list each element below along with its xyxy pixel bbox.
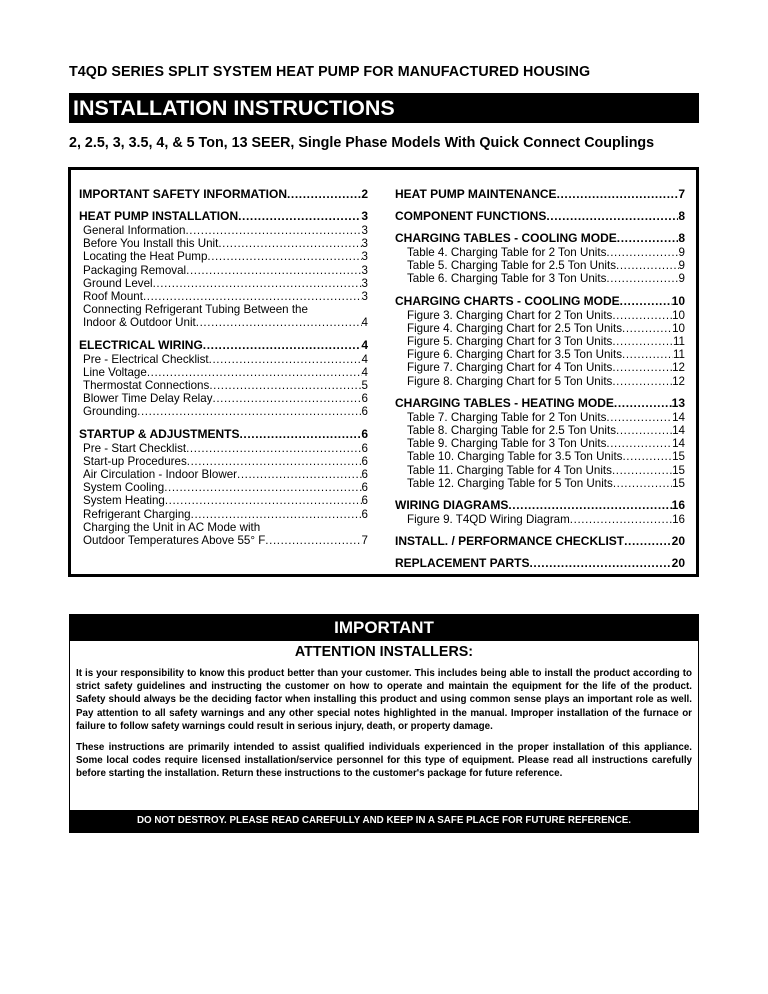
toc-entry[interactable] <box>395 309 685 322</box>
toc-entry-page: 6 <box>361 454 368 468</box>
dot-leader <box>238 209 361 223</box>
toc-entry[interactable] <box>395 437 685 450</box>
dot-leader <box>209 353 362 366</box>
toc-entry-label: Start-up Procedures <box>83 454 187 468</box>
important-heading: IMPORTANT <box>70 615 698 641</box>
toc-entry[interactable] <box>79 481 368 494</box>
dot-leader <box>570 513 672 526</box>
toc-entry-label: Table 11. Charging Table for 4 Ton Units <box>407 463 612 477</box>
dot-leader <box>239 427 361 441</box>
instructions-paragraph: These instructions are primarily intended to assist qualified individuals experienced in the proper installation of this appliance. Some local codes require licensed installation/service personnel for this type of equipment. Please read all instructions carefully before starting the installation. Return these instructions to the customer's package for future reference. <box>76 742 692 780</box>
toc-entry-page: 3 <box>361 224 368 237</box>
toc-entry-page: 12 <box>672 374 685 388</box>
dot-leader <box>546 209 678 223</box>
dot-leader <box>622 348 673 361</box>
toc-entry-page: 11 <box>672 335 685 349</box>
toc-entry-page: 4 <box>361 316 368 330</box>
dot-leader <box>508 498 671 512</box>
toc-entry-page: 15 <box>672 450 685 464</box>
toc-entry-page: 11 <box>672 348 685 362</box>
attention-installers-heading: ATTENTION INSTALLERS: <box>294 644 474 660</box>
dot-leader <box>606 272 678 285</box>
toc-entry-label: Table 6. Charging Table for 3 Ton Units <box>407 272 607 286</box>
dot-leader <box>606 437 672 450</box>
dot-leader <box>265 534 361 547</box>
dot-leader <box>213 392 362 405</box>
toc-entry[interactable] <box>79 494 368 507</box>
toc-entry[interactable] <box>79 290 368 303</box>
toc-entry-page: 15 <box>672 476 685 490</box>
table-of-contents <box>68 167 699 577</box>
dot-leader <box>185 224 361 237</box>
toc-entry-label: Roof Mount <box>83 290 143 304</box>
toc-entry-label: Table 8. Charging Table for 2.5 Ton Units <box>407 424 617 438</box>
toc-entry-page: 6 <box>361 507 368 521</box>
toc-entry-page: 14 <box>672 437 685 451</box>
toc-section-heading-page: 3 <box>361 209 368 223</box>
models-subtitle: 2, 2.5, 3, 3.5, 4, & 5 Ton, 13 SEER, Single Phase Models With Quick Connect Couplings <box>69 135 655 151</box>
toc-section-heading-page: 7 <box>678 187 685 201</box>
toc-entry[interactable] <box>79 468 368 481</box>
toc-entry[interactable] <box>395 246 685 259</box>
toc-section-heading[interactable] <box>395 498 685 512</box>
toc-entry[interactable] <box>395 464 685 477</box>
toc-entry-page: 12 <box>672 361 685 375</box>
toc-section-heading-label: CHARGING TABLES - COOLING MODE <box>395 231 617 245</box>
toc-entry-label: General Information <box>83 224 186 237</box>
toc-section-heading[interactable] <box>395 294 685 308</box>
toc-entry-page: 16 <box>672 513 685 527</box>
toc-section <box>395 534 685 548</box>
toc-section <box>395 396 685 490</box>
toc-section <box>395 187 685 201</box>
toc-entry-label: Table 4. Charging Table for 2 Ton Units <box>407 246 607 259</box>
toc-entry[interactable] <box>79 392 368 405</box>
toc-section <box>395 556 685 570</box>
toc-entry-page: 3 <box>361 237 368 251</box>
toc-entry-label: Thermostat Connections <box>83 379 210 393</box>
toc-entry-label: Table 10. Charging Table for 3.5 Ton Units <box>407 450 623 464</box>
important-notice <box>69 614 699 833</box>
toc-entry-page: 10 <box>672 308 685 322</box>
dot-leader <box>165 494 362 507</box>
toc-entry[interactable] <box>79 353 368 366</box>
toc-section-heading-page: 16 <box>671 498 685 513</box>
dot-leader <box>237 468 362 481</box>
dot-leader <box>287 187 361 201</box>
toc-section-heading-page: 20 <box>671 534 685 549</box>
series-title: T4QD SERIES SPLIT SYSTEM HEAT PUMP FOR MANUFACTURED HOUSING <box>69 64 591 80</box>
toc-entry-label: Figure 8. Charging Chart for 5 Ton Units <box>407 374 613 388</box>
dot-leader <box>137 405 361 418</box>
toc-entry[interactable] <box>395 513 685 526</box>
document-title-banner: INSTALLATION INSTRUCTIONS <box>69 93 699 123</box>
dot-leader <box>624 534 672 548</box>
toc-entry-label: Table 9. Charging Table for 3 Ton Units <box>407 437 607 451</box>
toc-entry[interactable] <box>79 405 368 418</box>
toc-section-heading[interactable] <box>79 187 368 201</box>
dot-leader <box>529 556 671 570</box>
toc-section-heading-page: 8 <box>678 209 685 223</box>
dot-leader <box>557 187 679 201</box>
toc-entry[interactable] <box>79 442 368 455</box>
dot-leader <box>153 277 362 290</box>
toc-entry-label: Pre - Electrical Checklist <box>83 352 209 366</box>
dot-leader <box>606 411 672 424</box>
dot-leader <box>612 361 672 374</box>
toc-entry-page: 9 <box>678 272 685 286</box>
toc-entry-page: 5 <box>361 379 368 393</box>
toc-section-heading[interactable] <box>395 231 685 245</box>
toc-entry[interactable] <box>395 259 685 272</box>
toc-section-heading-label: HEAT PUMP MAINTENANCE <box>395 187 557 201</box>
toc-entry-page: 7 <box>361 534 368 548</box>
toc-section-heading[interactable] <box>79 209 368 223</box>
toc-section-heading-label: IMPORTANT SAFETY INFORMATION <box>79 187 287 201</box>
toc-section-heading[interactable] <box>395 396 685 410</box>
toc-entry-page: 6 <box>361 481 368 495</box>
toc-entry-page: 14 <box>672 424 685 438</box>
toc-entry-page: 3 <box>361 263 368 277</box>
toc-section-heading-page: 6 <box>361 426 368 441</box>
dot-leader <box>186 442 361 455</box>
toc-section-heading-label: COMPONENT FUNCTIONS <box>395 209 547 223</box>
dot-leader <box>614 396 672 410</box>
toc-entry-label: System Cooling <box>83 481 165 495</box>
toc-section-heading-label: ELECTRICAL WIRING <box>79 337 203 352</box>
toc-entry[interactable] <box>79 534 368 547</box>
toc-entry-label: Outdoor Temperatures Above 55° F <box>83 534 266 548</box>
toc-section <box>79 187 368 201</box>
toc-entry-label: Ground Level <box>83 276 153 290</box>
toc-section-heading-page: 8 <box>678 231 685 245</box>
dot-leader <box>191 508 362 521</box>
do-not-destroy-footer: DO NOT DESTROY. PLEASE READ CAREFULLY AND KEEP IN A SAFE PLACE FOR FUTURE REFERENCE. <box>70 810 698 832</box>
toc-entry-label: Table 7. Charging Table for 2 Ton Units <box>407 410 607 424</box>
toc-entry[interactable] <box>395 375 685 388</box>
toc-entry-page: 6 <box>361 441 368 455</box>
toc-entry-label: Blower Time Delay Relay <box>83 392 213 406</box>
dot-leader <box>622 322 672 335</box>
toc-entry-label: Table 12. Charging Table for 5 Ton Units <box>407 476 613 490</box>
toc-entry-label: Figure 4. Charging Chart for 2.5 Ton Units <box>407 321 623 335</box>
dot-leader <box>606 246 678 259</box>
toc-section-heading[interactable] <box>79 338 368 352</box>
toc-section-heading-label: STARTUP & ADJUSTMENTS <box>79 426 240 441</box>
dot-leader <box>187 455 362 468</box>
dot-leader <box>616 259 679 272</box>
toc-section <box>79 427 368 548</box>
dot-leader <box>164 481 361 494</box>
toc-entry[interactable] <box>79 277 368 290</box>
toc-entry[interactable] <box>395 424 685 437</box>
toc-entry-label: Packaging Removal <box>83 263 187 277</box>
toc-entry-label-line1: Charging the Unit in AC Mode with <box>83 520 261 534</box>
toc-entry-label: Locating the Heat Pump <box>83 250 208 264</box>
toc-entry[interactable] <box>79 379 368 392</box>
toc-entry-label: Figure 7. Charging Chart for 4 Ton Units <box>407 361 613 375</box>
toc-section-heading-label: CHARGING CHARTS - COOLING MODE <box>395 293 620 308</box>
dot-leader <box>613 477 672 490</box>
toc-entry-page: 4 <box>361 352 368 366</box>
dot-leader <box>147 366 362 379</box>
toc-section-heading[interactable] <box>395 534 685 548</box>
toc-section-heading-page: 4 <box>361 337 368 352</box>
toc-section-heading[interactable] <box>395 187 685 201</box>
toc-entry-page: 14 <box>672 410 685 424</box>
toc-entry[interactable] <box>395 411 685 424</box>
toc-entry-label: Air Circulation - Indoor Blower <box>83 468 237 482</box>
toc-section-heading-page: 13 <box>671 395 685 410</box>
toc-entry-page: 4 <box>361 365 368 379</box>
toc-entry-label: Figure 5. Charging Chart for 3 Ton Units <box>407 335 613 349</box>
toc-section-heading[interactable] <box>395 209 685 223</box>
dot-leader <box>196 316 362 329</box>
toc-entry[interactable] <box>395 348 685 361</box>
toc-entry-page: 3 <box>361 276 368 290</box>
dot-leader <box>620 294 672 308</box>
responsibility-paragraph: It is your responsibility to know this product better than your customer. This includes being able to install the product according to strict safety guidelines and instructing the customer on how to operate and maintain the equipment for the life of the product. Safety should always be the deciding factor when installing this product and using common sense plays an important role as well. Pay attention to all safety warnings and any other special notes highlighted in the manual. Improper installation of the furnace or failure to follow safety warnings could result in serious injury, death, or property damage. <box>76 668 692 732</box>
toc-entry-label: Refrigerant Charging <box>83 507 191 521</box>
toc-entry[interactable] <box>395 477 685 490</box>
dot-leader <box>616 424 672 437</box>
dot-leader <box>207 250 361 263</box>
dot-leader <box>186 264 361 277</box>
toc-entry[interactable] <box>79 316 368 329</box>
toc-entry-page: 6 <box>361 494 368 508</box>
toc-entry[interactable] <box>79 455 368 468</box>
toc-entry-label: Indoor & Outdoor Unit <box>83 316 196 330</box>
dot-leader <box>612 309 672 322</box>
toc-entry-page: 9 <box>678 259 685 273</box>
dot-leader <box>209 379 361 392</box>
toc-entry[interactable] <box>79 237 368 250</box>
toc-entry[interactable] <box>79 508 368 521</box>
toc-right-column <box>395 187 685 578</box>
toc-section-heading-label: CHARGING TABLES - HEATING MODE <box>395 395 614 410</box>
dot-leader <box>622 450 672 463</box>
toc-section-heading-label: HEAT PUMP INSTALLATION <box>79 209 239 223</box>
toc-entry-label: Before You Install this Unit <box>83 237 219 251</box>
toc-entry-label: Pre - Start Checklist <box>83 441 187 455</box>
toc-entry-label: Grounding <box>83 405 138 419</box>
dot-leader <box>218 237 361 250</box>
toc-entry-page: 15 <box>672 463 685 477</box>
dot-leader <box>143 290 362 303</box>
toc-section-heading-page: 20 <box>671 556 685 571</box>
toc-entry-page: 9 <box>678 246 685 259</box>
toc-entry[interactable] <box>79 366 368 379</box>
dot-leader <box>612 375 672 388</box>
toc-section <box>79 209 368 330</box>
toc-section <box>395 294 685 388</box>
toc-entry-page: 10 <box>672 321 685 335</box>
toc-left-column <box>79 187 368 555</box>
dot-leader <box>617 231 679 245</box>
toc-entry-label: Line Voltage <box>83 365 147 379</box>
toc-section-heading-label: REPLACEMENT PARTS <box>395 556 530 571</box>
toc-entry[interactable] <box>395 450 685 463</box>
toc-entry-label: Figure 3. Charging Chart for 2 Ton Units <box>407 308 613 322</box>
toc-section-heading-page: 10 <box>671 293 685 308</box>
toc-entry[interactable] <box>79 264 368 277</box>
toc-section <box>395 498 685 526</box>
toc-entry-page: 6 <box>361 405 368 419</box>
dot-leader <box>612 335 673 348</box>
toc-entry-page: 3 <box>361 250 368 264</box>
toc-entry[interactable] <box>79 224 368 237</box>
toc-entry[interactable] <box>395 361 685 374</box>
toc-entry-page: 6 <box>361 468 368 482</box>
toc-entry[interactable] <box>395 272 685 285</box>
toc-section-heading[interactable] <box>79 427 368 441</box>
toc-section-heading[interactable] <box>395 556 685 570</box>
toc-entry[interactable] <box>395 335 685 348</box>
toc-entry-label-line1: Connecting Refrigerant Tubing Between the <box>83 303 308 317</box>
toc-entry-label: Figure 6. Charging Chart for 3.5 Ton Units <box>407 348 623 362</box>
toc-section <box>79 338 368 419</box>
toc-entry-page: 6 <box>361 392 368 406</box>
toc-section <box>395 209 685 223</box>
toc-entry[interactable] <box>79 250 368 263</box>
toc-entry-page: 3 <box>361 290 368 304</box>
toc-section-heading-page: 2 <box>361 187 368 201</box>
dot-leader <box>612 464 672 477</box>
toc-entry-label: Table 5. Charging Table for 2.5 Ton Units <box>407 259 617 273</box>
toc-entry-label: System Heating <box>83 494 165 508</box>
toc-section <box>395 231 685 286</box>
toc-section-heading-label: WIRING DIAGRAMS <box>395 498 509 513</box>
toc-section-heading-label: INSTALL. / PERFORMANCE CHECKLIST <box>395 534 625 549</box>
toc-entry-label: Figure 9. T4QD Wiring Diagram <box>407 513 570 527</box>
toc-entry[interactable] <box>395 322 685 335</box>
dot-leader <box>203 338 362 352</box>
